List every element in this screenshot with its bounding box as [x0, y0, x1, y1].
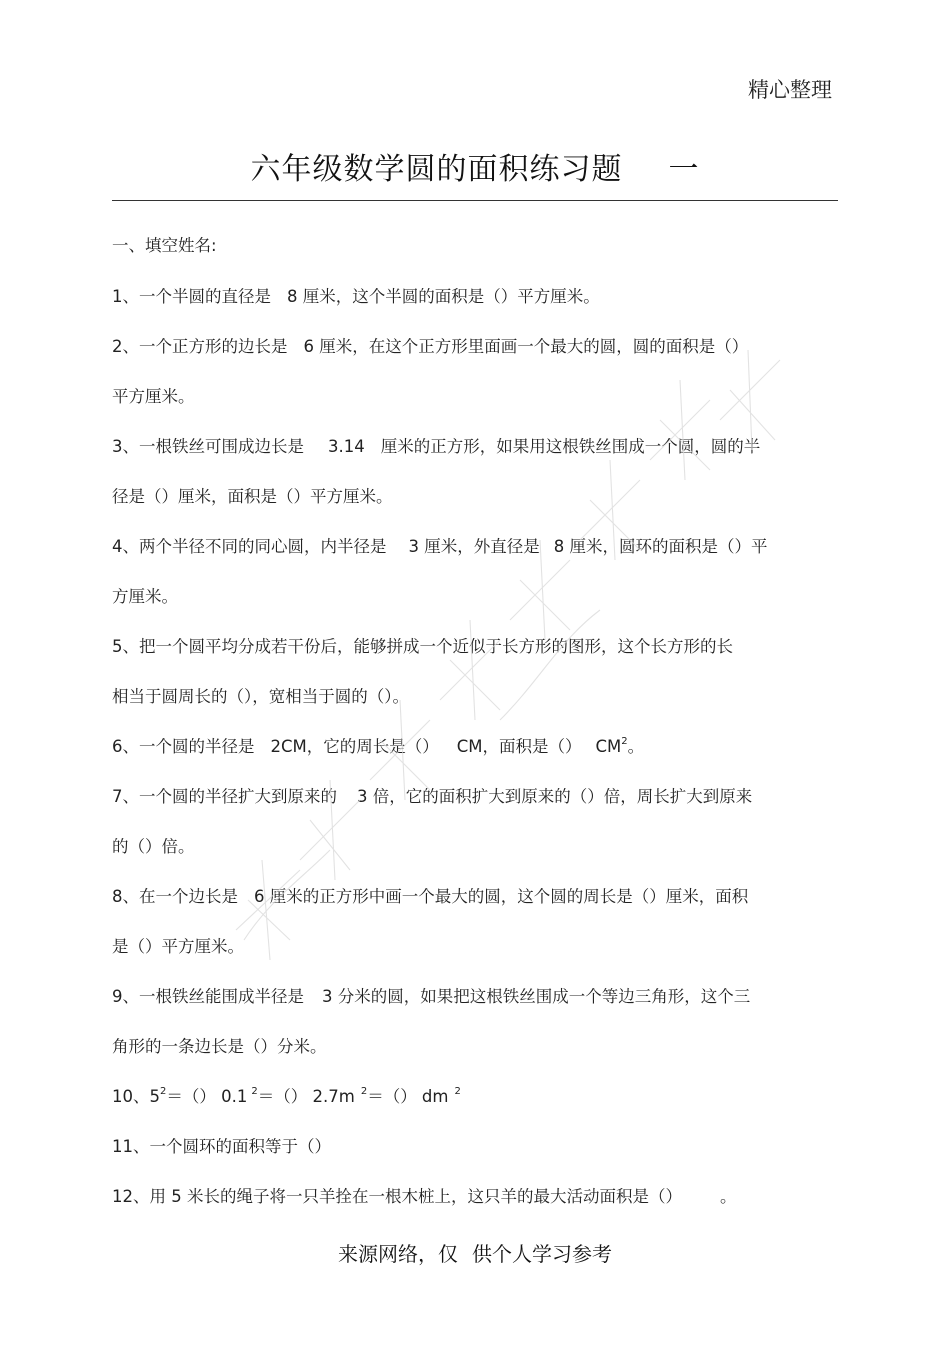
question-9: 9、一根铁丝能围成半径是 3 分米的圆，如果把这根铁丝围成一个等边三角形，这个三 [112, 987, 751, 1006]
question-4: 4、两个半径不同的同心圆，内半径是 3 厘米，外直径是 8 厘米，圆环的面积是（）平 [112, 537, 768, 556]
title-divider [112, 200, 838, 201]
question-12: 12、用 5 米长的绳子将一只羊拴在一根木桩上，这只羊的最大活动面积是（） 。 [112, 1187, 737, 1206]
question-6: 6、一个圆的半径是 2CM，它的周长是（） CM，面积是（） $CM^2$。 [112, 736, 645, 756]
section-heading: 一、填空姓名: [112, 236, 217, 255]
question-1: 1、一个半圆的直径是 8 厘米，这个半圆的面积是（）平方厘米。 [112, 287, 600, 306]
question-8: 8、在一个边长是 6 厘米的正方形中画一个最大的圆，这个圆的周长是（）厘米，面积 [112, 887, 749, 906]
question-7: 7、一个圆的半径扩大到原来的 3 倍，它的面积扩大到原来的（）倍，周长扩大到原来 [112, 787, 753, 806]
question-10: 10、$5^2=()$ 0.1 $^2$＝（） 2.7m $^2$＝（） dm $^2$ [112, 1086, 461, 1106]
title-number: 一 [668, 152, 700, 187]
question-3: 3、一根铁丝可围成边长是 3.14 厘米的正方形，如果用这根铁丝围成一个圆，圆的半 [112, 437, 761, 456]
footer-note: 来源网络，仅 供个人学习参考 [338, 1242, 612, 1266]
page-title [0, 144, 950, 188]
question-5-cont: 相当于圆周长的（），宽相当于圆的（）。 [112, 687, 409, 706]
header-note: 精心整理 [748, 78, 832, 102]
question-5: 5、把一个圆平均分成若干份后，能够拼成一个近似于长方形的图形，这个长方形的长 [112, 637, 733, 656]
question-9-cont: 角形的一条边长是（）分米。 [112, 1037, 327, 1056]
question-4-cont: 方厘米。 [112, 587, 178, 606]
question-11: 11、一个圆环的面积等于（） [112, 1137, 331, 1156]
question-2: 2、一个正方形的边长是 6 厘米，在这个正方形里面画一个最大的圆，圆的面积是（） [112, 337, 749, 356]
title-main: 六年级数学圆的面积练习题 [250, 152, 623, 187]
question-3-cont: 径是（）厘米，面积是（）平方厘米。 [112, 487, 393, 506]
question-7-cont: 的（）倍。 [112, 837, 195, 856]
question-8-cont: 是（）平方厘米。 [112, 937, 244, 956]
question-2-cont: 平方厘米。 [112, 387, 195, 406]
